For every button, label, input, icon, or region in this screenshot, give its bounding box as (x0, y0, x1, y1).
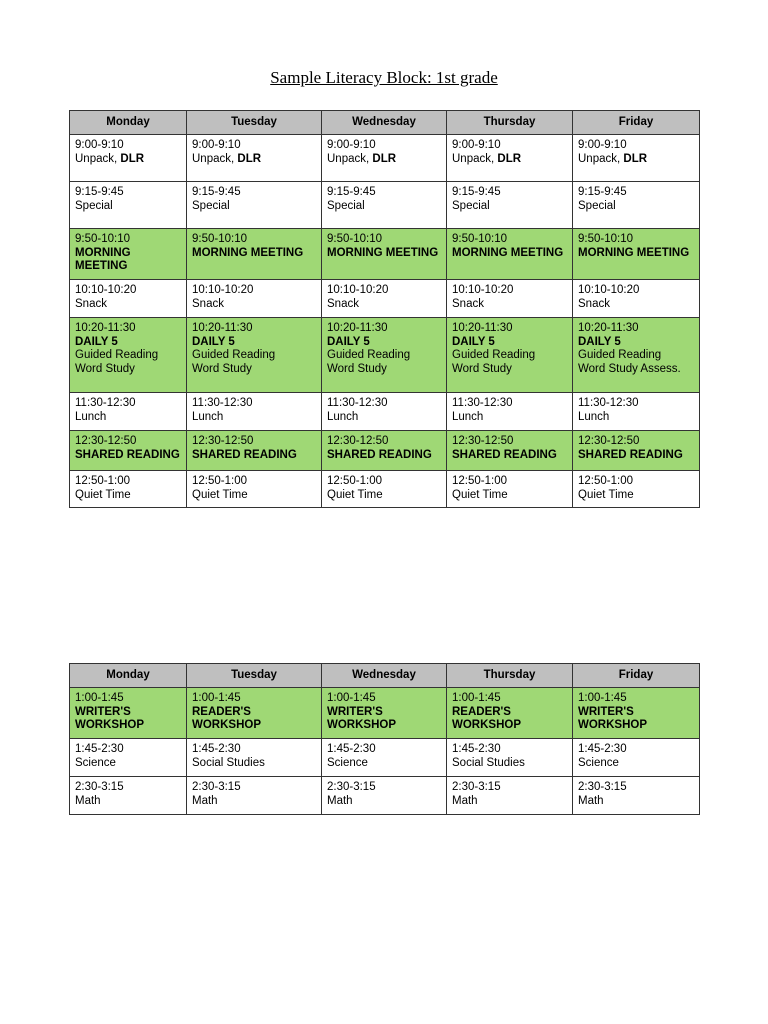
activity (75, 153, 181, 167)
schedule-cell (187, 280, 322, 318)
page-title: Sample Literacy Block: 1st grade (270, 68, 498, 87)
time-slot: 9:50-10:10 (578, 233, 633, 245)
activity (192, 336, 316, 350)
activity (327, 489, 441, 503)
schedule-row (70, 431, 700, 471)
activity-title: READER'S WORKSHOP (192, 705, 261, 731)
activity-title: MORNING MEETING (192, 246, 304, 259)
time-slot: 9:00-9:10 (452, 139, 501, 151)
activity-label: Lunch (452, 410, 484, 423)
activity-label: Math (192, 794, 218, 807)
activity-label: Lunch (192, 410, 224, 423)
activity (452, 411, 567, 425)
schedule-cell (447, 182, 573, 229)
time-slot: 2:30-3:15 (75, 781, 124, 793)
activity (578, 757, 694, 771)
schedule-cell (447, 739, 573, 777)
activity-detail: Word Study (75, 362, 135, 375)
time-slot: 9:00-9:10 (327, 139, 376, 151)
time-slot: 12:30-12:50 (578, 435, 640, 447)
activity (578, 336, 694, 350)
schedule-cell (447, 393, 573, 431)
activity (192, 298, 316, 312)
time-slot: 2:30-3:15 (192, 781, 241, 793)
schedule-cell (573, 777, 700, 815)
activity (192, 449, 316, 463)
activity (192, 795, 316, 809)
activity-label: Math (578, 794, 604, 807)
day-header: Tuesday (187, 664, 322, 688)
activity-detail: Guided Reading (327, 349, 411, 361)
activity (452, 706, 567, 733)
activity-label: Special (327, 199, 365, 212)
activity (452, 336, 567, 350)
time-slot: 9:15-9:45 (192, 186, 241, 198)
time-slot: 2:30-3:15 (578, 781, 627, 793)
activity-label: Lunch (75, 410, 107, 423)
activity (452, 795, 567, 809)
time-slot: 9:50-10:10 (327, 233, 382, 245)
schedule-cell (70, 739, 187, 777)
activity-title: DAILY 5 (452, 335, 495, 348)
schedule-row (70, 135, 700, 182)
activity (327, 200, 441, 214)
activity-title: DLR (372, 152, 397, 165)
day-header: Thursday (447, 111, 573, 135)
schedule-cell (322, 280, 447, 318)
schedule-cell (322, 431, 447, 471)
activity (327, 706, 441, 733)
time-slot: 9:15-9:45 (75, 186, 124, 198)
activity-label: Snack (75, 297, 107, 310)
day-header: Tuesday (187, 111, 322, 135)
activity-label: Special (452, 199, 490, 212)
header-row (70, 664, 700, 688)
schedule-cell (573, 739, 700, 777)
schedule-cell (447, 280, 573, 318)
time-slot: 9:15-9:45 (578, 186, 627, 198)
schedule-row (70, 777, 700, 815)
schedule-cell (187, 471, 322, 508)
schedule-cell (70, 182, 187, 229)
activity-label: Unpack, (327, 152, 373, 165)
activity-title: MORNING MEETING (327, 246, 439, 259)
activity-detail: Guided Reading (75, 349, 159, 361)
activity-label: Special (75, 199, 113, 212)
header-row (70, 111, 700, 135)
schedule-cell (573, 393, 700, 431)
activity (578, 706, 694, 733)
activity-title: DAILY 5 (327, 335, 370, 348)
schedule-cell (70, 318, 187, 393)
time-slot: 10:10-10:20 (452, 284, 514, 296)
activity (452, 153, 567, 167)
schedule-cell (573, 431, 700, 471)
schedule-cell (573, 471, 700, 508)
schedule-cell (70, 688, 187, 739)
time-slot: 1:45-2:30 (327, 743, 376, 755)
activity-label: Social Studies (192, 756, 265, 769)
activity-label: Unpack, (192, 152, 238, 165)
activity (327, 298, 441, 312)
activity (192, 247, 316, 261)
schedule-cell (187, 777, 322, 815)
schedule-cell (187, 318, 322, 393)
time-slot: 1:45-2:30 (75, 743, 124, 755)
time-slot: 1:00-1:45 (578, 692, 627, 704)
activity (192, 411, 316, 425)
activity-title: DAILY 5 (192, 335, 235, 348)
activity (452, 298, 567, 312)
activity (192, 200, 316, 214)
day-header: Wednesday (322, 111, 447, 135)
activity-label: Lunch (327, 410, 359, 423)
time-slot: 10:20-11:30 (75, 322, 136, 334)
schedule-cell (322, 229, 447, 280)
activity-label: Quiet Time (327, 488, 383, 501)
activity (75, 757, 181, 771)
activity-detail: Guided Reading (578, 349, 662, 361)
time-slot: 10:20-11:30 (192, 322, 253, 334)
day-header: Thursday (447, 664, 573, 688)
schedule-cell (573, 688, 700, 739)
activity (75, 336, 181, 350)
schedule-cell (447, 135, 573, 182)
activity-title: SHARED READING (452, 448, 557, 461)
activity (578, 200, 694, 214)
schedule-cell (447, 471, 573, 508)
activity (327, 795, 441, 809)
time-slot: 10:10-10:20 (192, 284, 254, 296)
activity-label: Snack (578, 297, 610, 310)
activity-title: DAILY 5 (578, 335, 621, 348)
schedule-cell (187, 182, 322, 229)
time-slot: 11:30-12:30 (327, 397, 388, 409)
time-slot: 9:00-9:10 (578, 139, 627, 151)
time-slot: 9:00-9:10 (75, 139, 124, 151)
activity-title: MORNING MEETING (75, 246, 131, 272)
activity (75, 411, 181, 425)
activity (452, 200, 567, 214)
activity-label: Quiet Time (75, 488, 131, 501)
time-slot: 1:45-2:30 (578, 743, 627, 755)
schedule-row (70, 229, 700, 280)
activity-label: Unpack, (75, 152, 121, 165)
activity (75, 247, 181, 274)
schedule-row (70, 739, 700, 777)
schedule-cell (187, 739, 322, 777)
activity-label: Unpack, (578, 152, 624, 165)
schedule-row (70, 393, 700, 431)
activity-label: Unpack, (452, 152, 498, 165)
activity-title: SHARED READING (75, 448, 180, 461)
activity (192, 706, 316, 733)
time-slot: 9:15-9:45 (452, 186, 501, 198)
activity (578, 449, 694, 463)
activity-label: Special (578, 199, 616, 212)
time-slot: 12:30-12:50 (192, 435, 254, 447)
activity-label: Math (452, 794, 478, 807)
activity (192, 153, 316, 167)
activity (327, 247, 441, 261)
day-header: Monday (70, 111, 187, 135)
time-slot: 12:30-12:50 (327, 435, 389, 447)
day-header: Wednesday (322, 664, 447, 688)
day-header: Monday (70, 664, 187, 688)
activity (327, 757, 441, 771)
schedule-cell (447, 229, 573, 280)
time-slot: 9:00-9:10 (192, 139, 241, 151)
schedule-cell (187, 229, 322, 280)
activity-detail: Word Study (452, 362, 512, 375)
time-slot: 10:20-11:30 (327, 322, 388, 334)
time-slot: 2:30-3:15 (452, 781, 501, 793)
activity-label: Quiet Time (578, 488, 634, 501)
activity-label: Math (327, 794, 353, 807)
time-slot: 9:50-10:10 (452, 233, 507, 245)
time-slot: 9:50-10:10 (192, 233, 247, 245)
activity-title: DLR (497, 152, 522, 165)
activity-detail: Word Study (327, 362, 387, 375)
activity (75, 449, 181, 463)
schedule-cell (322, 777, 447, 815)
schedule-cell (70, 431, 187, 471)
time-slot: 12:30-12:50 (452, 435, 514, 447)
afternoon-schedule-table (69, 663, 700, 815)
schedule-cell (322, 471, 447, 508)
activity (75, 298, 181, 312)
day-header: Friday (573, 111, 700, 135)
schedule-cell (187, 135, 322, 182)
schedule-cell (322, 135, 447, 182)
time-slot: 1:00-1:45 (452, 692, 501, 704)
activity-title: READER'S WORKSHOP (452, 705, 521, 731)
activity-title: DLR (623, 152, 648, 165)
schedule-row (70, 280, 700, 318)
activity-title: SHARED READING (192, 448, 297, 461)
activity (578, 489, 694, 503)
schedule-cell (322, 688, 447, 739)
activity (327, 336, 441, 350)
activity (327, 411, 441, 425)
activity (452, 449, 567, 463)
schedule-cell (447, 318, 573, 393)
time-slot: 12:50-1:00 (75, 475, 130, 487)
time-slot: 9:50-10:10 (75, 233, 130, 245)
time-slot: 1:00-1:45 (75, 692, 124, 704)
time-slot: 9:15-9:45 (327, 186, 376, 198)
time-slot: 1:00-1:45 (327, 692, 376, 704)
time-slot: 10:10-10:20 (75, 284, 137, 296)
activity-label: Science (327, 756, 368, 769)
time-slot: 12:50-1:00 (192, 475, 247, 487)
activity-label: Snack (327, 297, 359, 310)
schedule-cell (70, 135, 187, 182)
activity (75, 489, 181, 503)
time-slot: 10:10-10:20 (327, 284, 389, 296)
activity (452, 757, 567, 771)
activity-title: DLR (120, 152, 145, 165)
activity (327, 153, 441, 167)
activity-label: Math (75, 794, 101, 807)
time-slot: 10:10-10:20 (578, 284, 640, 296)
schedule-cell (573, 135, 700, 182)
time-slot: 11:30-12:30 (75, 397, 136, 409)
activity (452, 247, 567, 261)
activity-detail: Word Study (192, 362, 252, 375)
activity-title: WRITER'S WORKSHOP (578, 705, 647, 731)
schedule-cell (70, 229, 187, 280)
activity (578, 411, 694, 425)
activity-detail: Guided Reading (192, 349, 276, 361)
activity-label: Social Studies (452, 756, 525, 769)
activity-title: WRITER'S WORKSHOP (327, 705, 396, 731)
schedule-cell (322, 182, 447, 229)
activity (327, 449, 441, 463)
schedule-cell (447, 688, 573, 739)
schedule-cell (573, 182, 700, 229)
activity-label: Science (75, 756, 116, 769)
activity (578, 298, 694, 312)
schedule-row (70, 318, 700, 393)
activity-label: Lunch (578, 410, 610, 423)
time-slot: 11:30-12:30 (452, 397, 513, 409)
activity (75, 795, 181, 809)
activity (75, 706, 181, 733)
schedule-cell (573, 318, 700, 393)
schedule-cell (573, 229, 700, 280)
activity-title: WRITER'S WORKSHOP (75, 705, 144, 731)
schedule-cell (187, 688, 322, 739)
morning-schedule-table (69, 110, 700, 508)
activity (192, 489, 316, 503)
schedule-cell (70, 393, 187, 431)
activity (452, 489, 567, 503)
activity-label: Quiet Time (192, 488, 248, 501)
activity (578, 795, 694, 809)
schedule-cell (70, 777, 187, 815)
day-header: Friday (573, 664, 700, 688)
schedule-row (70, 471, 700, 508)
schedule-cell (187, 431, 322, 471)
schedule-cell (322, 393, 447, 431)
activity-title: MORNING MEETING (578, 246, 690, 259)
time-slot: 1:45-2:30 (452, 743, 501, 755)
schedule-cell (322, 739, 447, 777)
schedule-row (70, 688, 700, 739)
time-slot: 11:30-12:30 (578, 397, 639, 409)
time-slot: 12:50-1:00 (578, 475, 633, 487)
activity-label: Snack (452, 297, 484, 310)
activity (75, 200, 181, 214)
schedule-cell (70, 471, 187, 508)
schedule-cell (447, 431, 573, 471)
activity-label: Science (578, 756, 619, 769)
schedule-row (70, 182, 700, 229)
time-slot: 1:45-2:30 (192, 743, 241, 755)
activity-label: Special (192, 199, 230, 212)
time-slot: 12:50-1:00 (452, 475, 507, 487)
time-slot: 10:20-11:30 (578, 322, 639, 334)
activity-detail: Guided Reading (452, 349, 536, 361)
activity-title: SHARED READING (578, 448, 683, 461)
time-slot: 12:30-12:50 (75, 435, 137, 447)
activity-title: DLR (237, 152, 262, 165)
activity-title: SHARED READING (327, 448, 432, 461)
activity-label: Snack (192, 297, 224, 310)
schedule-cell (322, 318, 447, 393)
activity-detail: Word Study Assess. (578, 362, 681, 375)
activity (578, 153, 694, 167)
time-slot: 2:30-3:15 (327, 781, 376, 793)
schedule-cell (70, 280, 187, 318)
activity (192, 757, 316, 771)
schedule-cell (187, 393, 322, 431)
activity-title: MORNING MEETING (452, 246, 564, 259)
activity (578, 247, 694, 261)
time-slot: 10:20-11:30 (452, 322, 513, 334)
time-slot: 12:50-1:00 (327, 475, 382, 487)
activity-label: Quiet Time (452, 488, 508, 501)
time-slot: 11:30-12:30 (192, 397, 253, 409)
schedule-cell (573, 280, 700, 318)
time-slot: 1:00-1:45 (192, 692, 241, 704)
activity-title: DAILY 5 (75, 335, 118, 348)
schedule-cell (447, 777, 573, 815)
